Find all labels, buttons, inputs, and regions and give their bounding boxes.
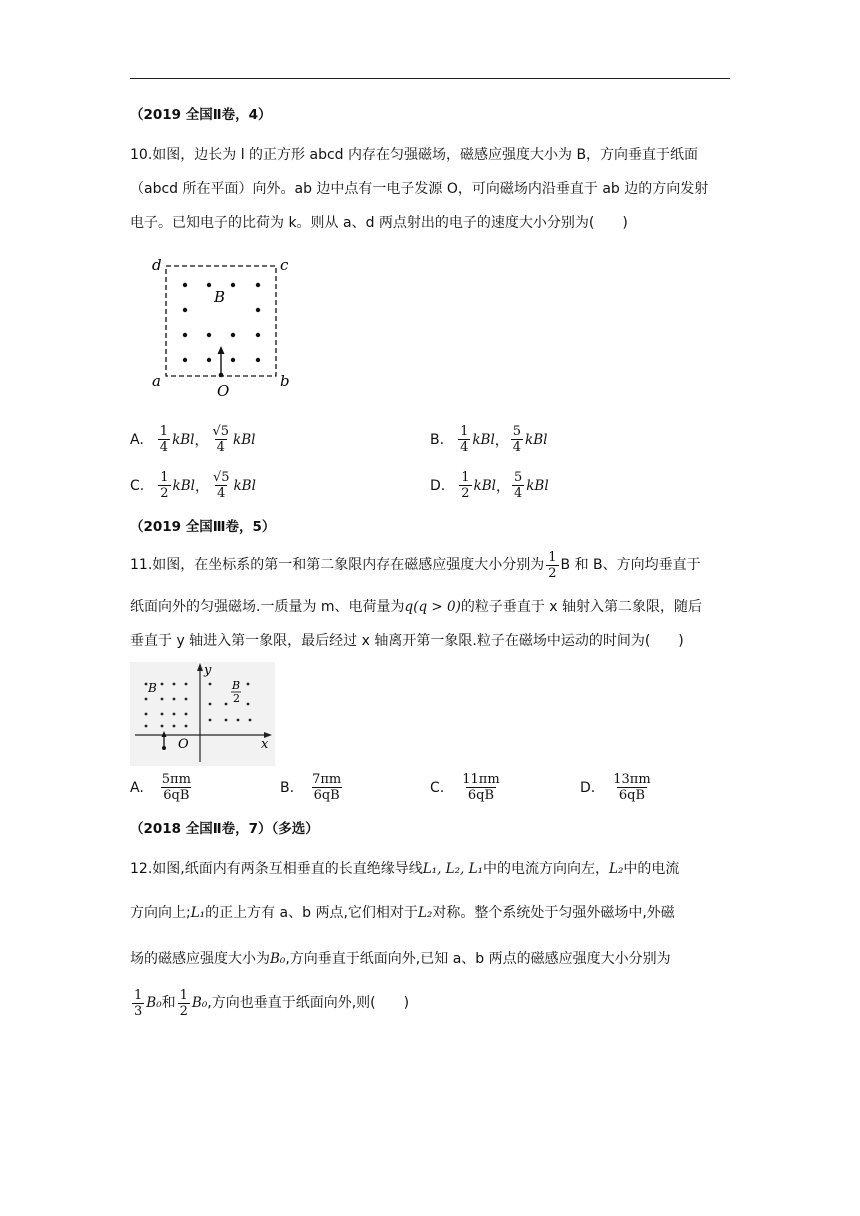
- option-letter: D.: [580, 779, 596, 796]
- label-x: x: [261, 737, 269, 752]
- label-O: O: [178, 737, 189, 752]
- fraction: $\frac{√5}{4}$: [212, 424, 230, 455]
- q11-source: （2019 全国Ⅲ卷，5）: [130, 519, 276, 535]
- q12-line1: 12.如图,纸面内有两条互相垂直的长直绝缘导线L₁, L₂, L₁中的电流方向向左，L₂中的电流: [130, 861, 680, 877]
- q10-option-d[interactable]: D. $\frac{1}{2}$ kBl ， $\frac{5}{4}$ kBl: [430, 470, 549, 501]
- label-O: O: [217, 382, 230, 400]
- fraction: $\frac{5}{4}$: [513, 470, 523, 501]
- fraction: $\frac{5\pi m}{6qB}$: [161, 772, 191, 803]
- fraction: $\frac{1}{4}$: [460, 424, 469, 455]
- q11-option-b[interactable]: [280, 772, 345, 803]
- q10-source: （2019 全国Ⅱ卷，4）: [130, 107, 272, 123]
- q12-line2: 方向向上;L₁的正上方有 a、b 两点,它们相对于L₂对称。整个系统处于匀强外磁场中,外磁: [130, 905, 675, 921]
- fraction: $\frac{11\pi m}{6qB}$: [462, 772, 500, 803]
- label-d: d: [152, 256, 162, 274]
- label-B: B: [214, 288, 226, 306]
- label-B: B: [148, 681, 157, 695]
- fraction: $\frac{1}{2}$: [548, 549, 557, 581]
- label-B-half-den: 2: [233, 692, 240, 705]
- q10-line2: （abcd 所在平面）向外。ab 边中点有一电子发源 O，可向磁场内沿垂直于 ab 边的方向发射: [130, 181, 709, 197]
- fraction: $\frac{1}{4}$: [159, 424, 169, 455]
- q11-option-d[interactable]: [580, 772, 655, 803]
- fraction: $\frac{√5}{4}$: [212, 470, 230, 501]
- q11-option-c[interactable]: [430, 772, 504, 803]
- option-letter: A.: [130, 779, 144, 796]
- unit: kBl: [172, 431, 195, 448]
- label-b: b: [280, 372, 290, 390]
- unit: kBl: [473, 477, 496, 494]
- fraction: $\frac{1}{2}$: [179, 987, 188, 1019]
- fraction: $\frac{7\pi m}{6qB}$: [312, 772, 342, 803]
- fraction: $\frac{13\pi m}{6qB}$: [613, 772, 651, 803]
- fraction: $\frac{1}{3}$: [134, 987, 143, 1019]
- unit: kBl: [525, 431, 548, 448]
- label-y: y: [204, 663, 212, 678]
- label-B-half-num: B: [232, 679, 241, 692]
- figure-background: [130, 662, 275, 766]
- q10-option-b[interactable]: B. $\frac{1}{4}$ kBl ， $\frac{5}{4}$ kBl: [430, 424, 548, 455]
- unit: kBl: [233, 431, 256, 448]
- q11-line2: 纸面向外的匀强磁场.一质量为 m、电荷量为q(q > 0)的粒子垂直于 x 轴射入第二象限，随后: [130, 599, 703, 615]
- option-letter: C.: [430, 779, 445, 796]
- q11-line1: 11.如图，在坐标系的第一和第二象限内存在磁感应强度大小分别为 $\frac{1}{2}$ B 和 B、方向均垂直于: [130, 549, 701, 581]
- q12-line3: 场的磁感应强度大小为B₀,方向垂直于纸面向外,已知 a、b 两点的磁感应强度大小分别为: [130, 951, 671, 967]
- label-c: c: [280, 256, 289, 274]
- header-rule: [130, 78, 730, 79]
- q10-line1: 10.如图，边长为 l 的正方形 abcd 内存在匀强磁场，磁感应强度大小为 B，方向垂直于纸面: [130, 147, 699, 163]
- q12-line4: $\frac{1}{3}$ B₀ 和 $\frac{1}{2}$ B₀ ,方向也垂直于纸面向外,则( ): [134, 987, 410, 1019]
- q11-option-a[interactable]: [130, 772, 195, 803]
- option-letter: B.: [430, 431, 445, 448]
- q11-figure: [130, 662, 275, 766]
- option-letter: A.: [130, 431, 144, 448]
- q10-figure: [140, 252, 300, 400]
- q11-line3: 垂直于 y 轴进入第一象限，最后经过 x 轴离开第一象限.粒子在磁场中运动的时间为( ): [130, 633, 684, 649]
- fraction: $\frac{5}{4}$: [512, 424, 522, 455]
- q10-option-c[interactable]: C. $\frac{1}{2}$ kBl ， $\frac{√5}{4}$ kBl: [130, 470, 256, 501]
- option-letter: B.: [280, 779, 295, 796]
- unit: kBl: [233, 477, 256, 494]
- unit: kBl: [172, 477, 195, 494]
- fraction: $\frac{1}{2}$: [160, 470, 169, 501]
- unit: kBl: [472, 431, 495, 448]
- option-letter: D.: [430, 477, 446, 494]
- q12-source: （2018 全国Ⅱ卷，7）（多选）: [130, 821, 319, 837]
- velocity-arrow: [218, 346, 225, 377]
- option-letter: C.: [130, 477, 145, 494]
- unit: kBl: [526, 477, 549, 494]
- q10-option-a[interactable]: A. $\frac{1}{4}$ kBl ， $\frac{√5}{4}$ kBl: [130, 424, 256, 455]
- label-a: a: [152, 372, 161, 390]
- q10-line3: 电子。已知电子的比荷为 k。则从 a、d 两点射出的电子的速度大小分别为( ): [130, 215, 628, 231]
- fraction: $\frac{1}{2}$: [461, 470, 470, 501]
